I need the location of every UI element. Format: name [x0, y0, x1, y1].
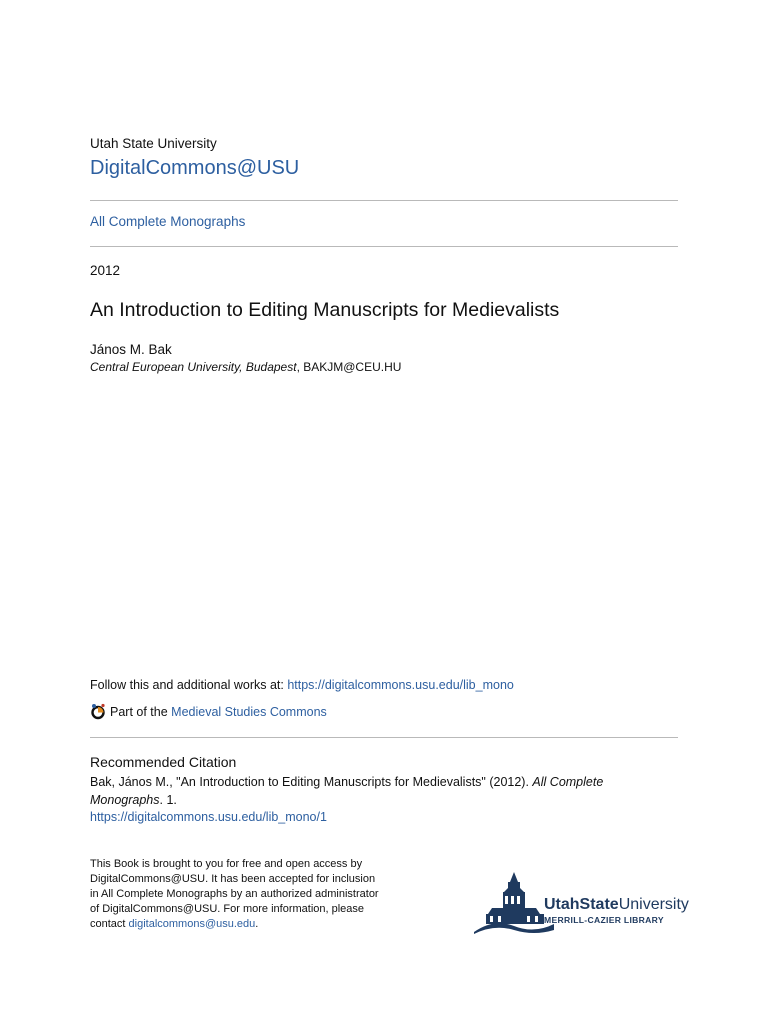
access-notice [90, 857, 380, 932]
affiliation-institution: Central European University, Budapest [90, 360, 297, 374]
logo-subline: MERRILL-CAZIER LIBRARY [544, 915, 664, 925]
follow-prefix: Follow this and additional works at: [90, 678, 288, 692]
usu-library-logo [474, 870, 689, 934]
citation-number: . 1. [159, 792, 177, 807]
publication-year: 2012 [90, 263, 121, 278]
notice-text: This Book is brought to you for free and open access by DigitalCommons@USU. It has been accepted for inclusion in All Complete Monographs by an authorized administrator of DigitalCommons@USU. For more information, please contact [90, 858, 379, 930]
affiliation-email: BAKJM@CEU.HU [303, 360, 402, 374]
medieval-studies-commons-link[interactable]: Medieval Studies Commons [171, 704, 327, 719]
affiliation-comma: , [296, 360, 304, 374]
commons-network-icon [90, 703, 106, 720]
institution-name: Utah State University [90, 136, 217, 151]
author-affiliation [90, 360, 401, 374]
document-title: An Introduction to Editing Manuscripts for Medievalists [90, 299, 560, 321]
follow-line [90, 678, 514, 692]
citation-series: All Complete Monographs [90, 775, 604, 807]
author-name: János M. Bak [90, 342, 172, 357]
divider-series [90, 246, 678, 247]
follow-url-link[interactable]: https://digitalcommons.usu.edu/lib_mono [287, 678, 514, 692]
logo-name-bold: UtahState [544, 896, 619, 913]
repository-link[interactable]: DigitalCommons@USU [90, 157, 300, 179]
citation-text: Bak, János M., "An Introduction to Editing Manuscripts for Medievalists" (2012). [90, 775, 533, 789]
old-main-tower-icon [474, 870, 554, 934]
logo-wordmark [544, 896, 689, 914]
citation-url-link[interactable]: https://digitalcommons.usu.edu/lib_mono/1 [90, 810, 327, 824]
citation-body [90, 774, 678, 827]
series-link[interactable]: All Complete Monographs [90, 214, 246, 229]
partof-prefix: Part of the [110, 704, 172, 719]
contact-email-link[interactable]: digitalcommons@usu.edu [128, 918, 256, 930]
notice-end: . [255, 918, 259, 930]
part-of-line [90, 703, 327, 720]
divider-citation [90, 737, 678, 738]
logo-name-regular: University [618, 896, 689, 913]
divider-top [90, 200, 678, 201]
citation-heading: Recommended Citation [90, 754, 237, 770]
